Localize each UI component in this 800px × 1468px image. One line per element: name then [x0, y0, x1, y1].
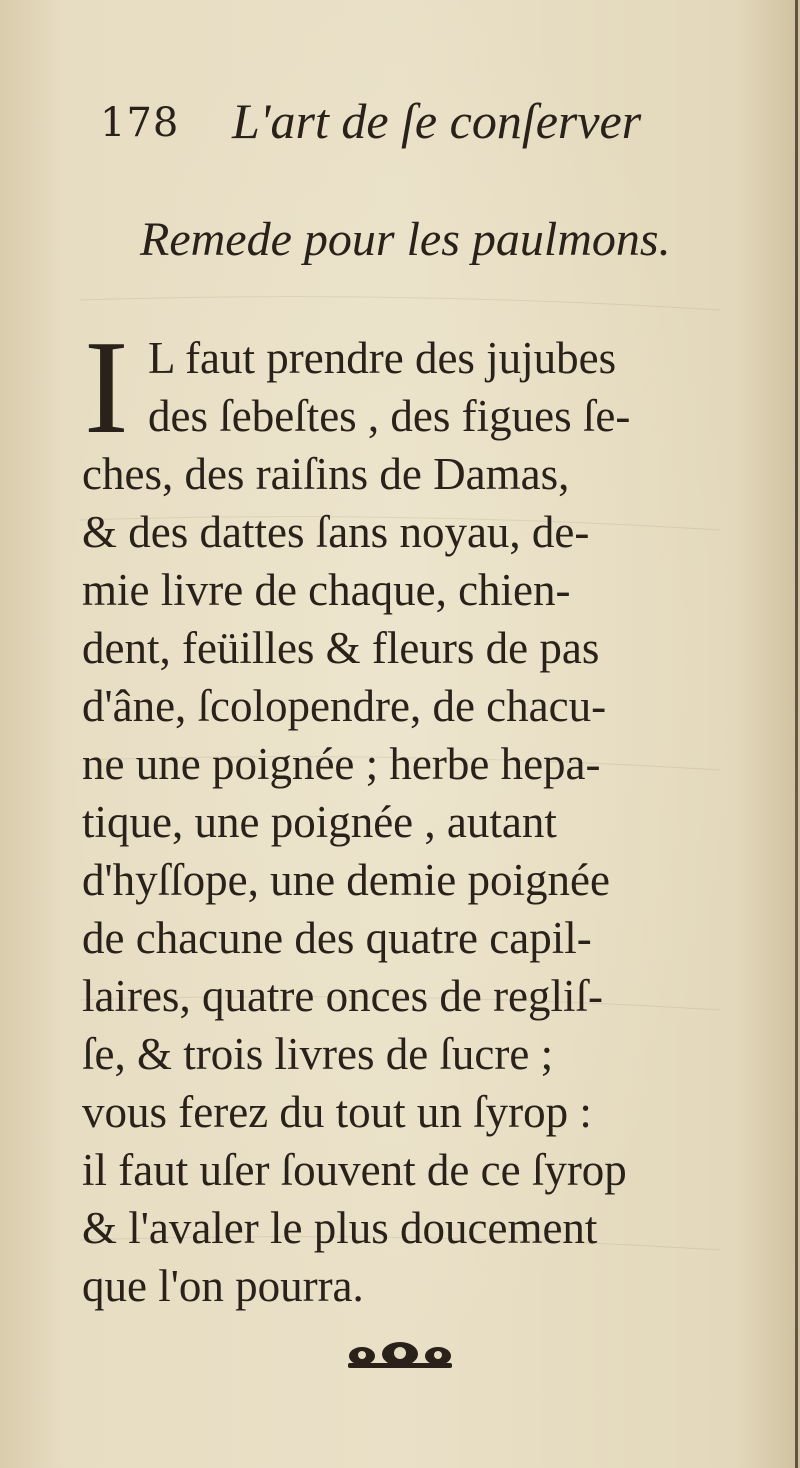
section-title: Remede pour les paulmons.	[140, 213, 671, 266]
text-line: dent, feüilles & fleurs de pas	[82, 623, 600, 673]
text-line: ſe, & trois livres de ſucre ;	[82, 1029, 554, 1079]
text-line: vous ferez du tout un ſyrop :	[82, 1087, 592, 1137]
text-line: des ſebeſtes , des figues ſe-	[148, 391, 631, 441]
text-line: ne une poignée ; herbe hepa-	[82, 739, 601, 789]
running-head	[100, 92, 700, 162]
page-number: 178	[100, 100, 180, 146]
text-line: que l'on pourra.	[82, 1261, 364, 1311]
text-line: tique, une poignée , autant	[82, 797, 557, 847]
text-line: L faut prendre des jujubes	[148, 333, 617, 383]
text-line: mie livre de chaque, chien-	[82, 565, 571, 615]
text-line: il faut uſer ſouvent de ce ſyrop	[82, 1145, 627, 1195]
text-line: ches, des raiſins de Damas,	[82, 449, 570, 499]
text-line: de chacune des quatre capil-	[82, 913, 592, 963]
drop-cap: I	[84, 313, 129, 461]
text-line: laires, quatre onces de regliſ-	[82, 971, 604, 1021]
printer-ornament-icon	[340, 1336, 460, 1376]
text-line: & des dattes ſans noyau, de-	[82, 507, 590, 557]
text-line: d'hyſſope, une demie poignée	[82, 855, 610, 905]
running-title: L'art de ſe conſerver	[232, 93, 642, 149]
text-line: & l'avaler le plus doucement	[82, 1203, 598, 1253]
text-line: d'âne, ſcolopendre, de chacu-	[82, 681, 607, 731]
